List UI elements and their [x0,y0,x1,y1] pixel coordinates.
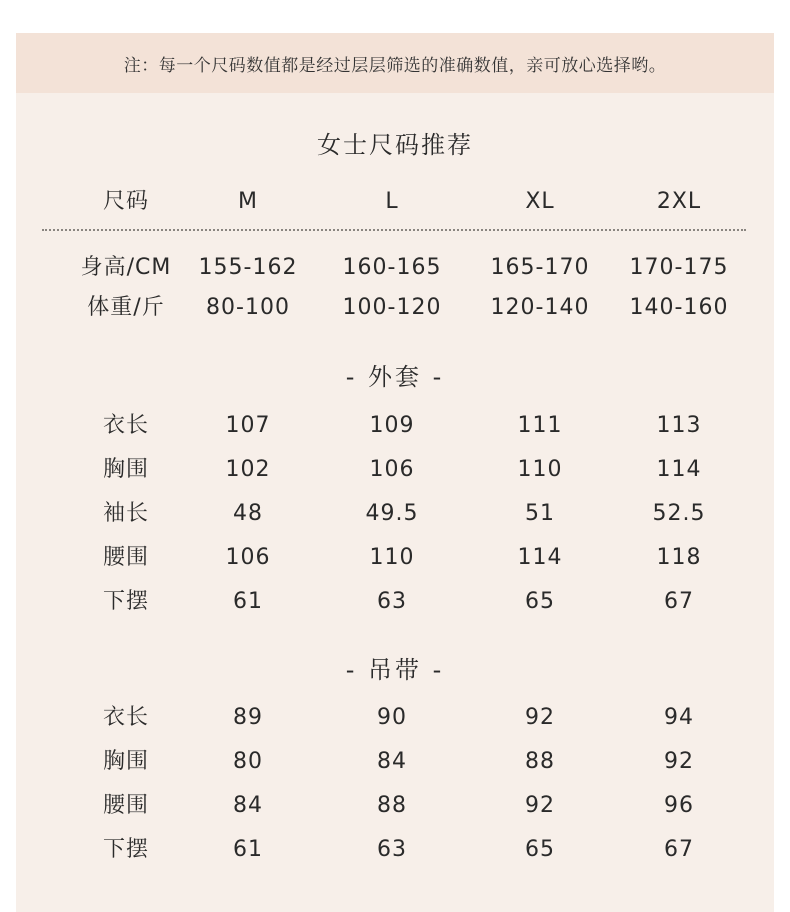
table-row [16,499,774,529]
table-cell: 51 [525,501,555,526]
table-row [16,587,774,617]
table-row [16,703,774,733]
table-cell: 89 [233,705,263,730]
header-cell: L [385,189,399,214]
table-cell: 63 [377,589,407,614]
row-label: 腰围 [102,545,149,570]
table-row [16,791,774,821]
row-label: 袖长 [102,501,149,526]
table-cell: 92 [664,749,694,774]
table-cell: 110 [517,457,563,482]
table-row [16,253,774,283]
header-cell: M [238,189,258,214]
table-cell: 67 [664,589,694,614]
row-label: 衣长 [102,705,149,730]
table-cell: 90 [377,705,407,730]
row-label: 腰围 [102,793,149,818]
row-label: 下摆 [102,837,149,862]
table-cell: 61 [233,837,263,862]
table-row [16,411,774,441]
table-cell: 84 [377,749,407,774]
table-cell: 100-120 [342,295,442,320]
table-cell: 113 [656,413,702,438]
table-cell: 140-160 [629,295,729,320]
table-cell: 61 [233,589,263,614]
table-cell: 107 [225,413,271,438]
row-label: 胸围 [102,457,149,482]
table-cell: 52.5 [652,501,706,526]
table-row [16,455,774,485]
dotted-divider [42,229,746,231]
table-cell: 80 [233,749,263,774]
table-cell: 96 [664,793,694,818]
row-label: 衣长 [102,413,149,438]
table-cell: 88 [377,793,407,818]
row-label: 体重/斤 [87,295,165,320]
chart-title: 女士尺码推荐 [317,131,473,159]
row-label: 下摆 [102,589,149,614]
size-chart-panel [16,93,774,912]
table-cell: 114 [656,457,702,482]
table-cell: 65 [525,589,555,614]
table-cell: 92 [525,705,555,730]
table-cell: 160-165 [342,255,442,280]
header-row [16,187,774,217]
table-cell: 102 [225,457,271,482]
table-row [16,543,774,573]
header-cell: 尺码 [102,189,149,214]
section-title-camisole: - 吊带 - [345,656,445,684]
section-title-coat: - 外套 - [345,363,445,391]
note-banner [16,33,774,93]
table-row [16,835,774,865]
table-cell: 114 [517,545,563,570]
table-cell: 118 [656,545,702,570]
table-cell: 109 [369,413,415,438]
table-cell: 80-100 [206,295,290,320]
table-cell: 88 [525,749,555,774]
table-cell: 49.5 [365,501,419,526]
header-cell: XL [525,189,555,214]
note-text: 注：每一个尺码数值都是经过层层筛选的准确数值，亲可放心选择哟。 [123,55,667,76]
table-cell: 165-170 [490,255,590,280]
table-cell: 92 [525,793,555,818]
table-row [16,293,774,323]
table-cell: 111 [517,413,563,438]
table-cell: 48 [233,501,263,526]
table-row [16,747,774,777]
table-cell: 63 [377,837,407,862]
table-cell: 94 [664,705,694,730]
table-cell: 110 [369,545,415,570]
header-cell: 2XL [656,189,702,214]
row-label: 胸围 [102,749,149,774]
table-cell: 120-140 [490,295,590,320]
table-cell: 155-162 [198,255,298,280]
table-cell: 67 [664,837,694,862]
table-cell: 106 [369,457,415,482]
table-cell: 65 [525,837,555,862]
table-cell: 170-175 [629,255,729,280]
row-label: 身高/CM [80,255,172,280]
table-cell: 84 [233,793,263,818]
table-cell: 106 [225,545,271,570]
